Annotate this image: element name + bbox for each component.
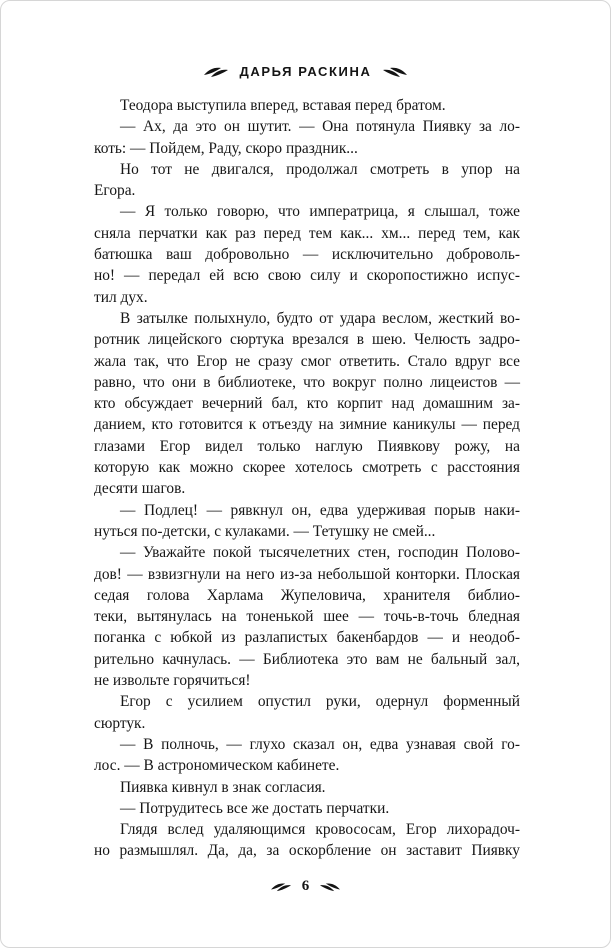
- paragraph: [94, 201, 520, 307]
- text-line: седая голова Харлама Жупеловича, хранителя библио-: [94, 586, 520, 604]
- text-line: рительно качнулась. — Библиотека это вам не бальный зал,: [94, 650, 520, 668]
- paragraph: [94, 734, 520, 777]
- text-line: десяти шагов.: [94, 480, 186, 498]
- text-line: тил дух.: [94, 288, 148, 306]
- text-line: поганка с юбкой из разлапистых бакенбардов — и неодоб-: [94, 629, 520, 647]
- text-line: равно, что они в библиотеке, что вокруг полно лицеистов —: [94, 373, 520, 391]
- text-line: — Я только говорю, что императрица, я слышал, тоже: [120, 203, 520, 221]
- paragraph: [94, 116, 520, 159]
- text-line: — Подлец! — рявкнул он, едва удерживая порыв наки-: [120, 501, 520, 519]
- header-fleuron-right-icon: [382, 66, 408, 78]
- footer-fleuron-right-icon: [319, 882, 341, 892]
- text-line: нуться по-детски, с кулаками. — Тетушку не смей...: [94, 522, 436, 540]
- text-line: — Уважайте покой тысячелетних стен, господин Полово-: [120, 544, 520, 562]
- paragraph: [94, 542, 520, 691]
- footer-fleuron-left-icon: [270, 882, 292, 892]
- text-line: глазами Егор видел только наглую Пиявкову рожу, на: [94, 437, 520, 455]
- text-line: которую как можно скорее хотелось смотреть с расстояния: [94, 459, 520, 477]
- text-line: — В полночь, — глухо сказал он, едва узнавая свой го-: [120, 735, 520, 753]
- page-header: [1, 64, 610, 79]
- paragraph: [94, 798, 520, 819]
- paragraph: [94, 159, 520, 202]
- author-header: ДАРЬЯ РАСКИНА: [239, 64, 372, 79]
- text-line: Но тот не двигался, продолжал смотреть в упор на: [120, 160, 520, 178]
- text-line: но размышлял. Да, да, за оскорбление он заставит Пиявку: [94, 842, 520, 860]
- paragraph: [94, 95, 520, 116]
- page-number: 6: [301, 878, 310, 894]
- page-footer: [1, 878, 610, 895]
- header-fleuron-left-icon: [203, 66, 229, 78]
- text-line: В затылке полыхнуло, будто от удара веслом, жесткий во-: [120, 309, 520, 327]
- text-line: но! — передал ей всю свою силу и скоропостижно испус-: [94, 267, 520, 285]
- paragraph: [94, 691, 520, 734]
- paragraph: [94, 777, 520, 798]
- text-line: коть: — Пойдем, Раду, скоро праздник...: [94, 139, 358, 157]
- text-line: ротник лицейского сюртука врезался в шею. Челюсть задро-: [94, 331, 520, 349]
- text-line: Пиявка кивнул в знак согласия.: [120, 778, 326, 796]
- text-line: батюшка ваш добровольно — исключительно доброволь-: [94, 246, 520, 264]
- text-line: — Потрудитесь все же достать перчатки.: [120, 799, 390, 817]
- text-line: лос. — В астрономическом кабинете.: [94, 757, 340, 775]
- text-line: сюртук.: [94, 714, 146, 732]
- text-line: сняла перчатки как раз перед тем как... хм... перед тем, как: [94, 224, 520, 242]
- text-line: теки, вытянулась на тоненькой шее — точь-в-точь бледная: [94, 608, 520, 626]
- paragraph: [94, 500, 520, 543]
- text-line: жала так, что Егор не сразу смог ответить. Стало вдруг все: [94, 352, 520, 370]
- paragraph: [94, 308, 520, 500]
- text-line: — Ах, да это он шутит. — Она потянула Пиявку за ло-: [120, 118, 520, 136]
- paragraph: [94, 819, 520, 862]
- text-line: Теодора выступила вперед, вставая перед братом.: [120, 97, 446, 114]
- text-line: не извольте горячиться!: [94, 672, 251, 690]
- page-body: [94, 95, 520, 862]
- text-line: Егора.: [94, 182, 136, 200]
- text-line: Глядя вслед удаляющимся кровососам, Егор лихорадоч-: [120, 821, 520, 839]
- text-line: данием, кто готовится к отъезду на зимние каникулы — перед: [94, 416, 520, 434]
- text-line: дов! — взвизгнули на него из-за небольшой конторки. Плоская: [94, 565, 520, 583]
- text-line: Егор с усилием опустил руки, одернул форменный: [120, 693, 520, 711]
- text-line: кто обсуждает вечерний бал, кто корпит над домашним за-: [94, 395, 520, 413]
